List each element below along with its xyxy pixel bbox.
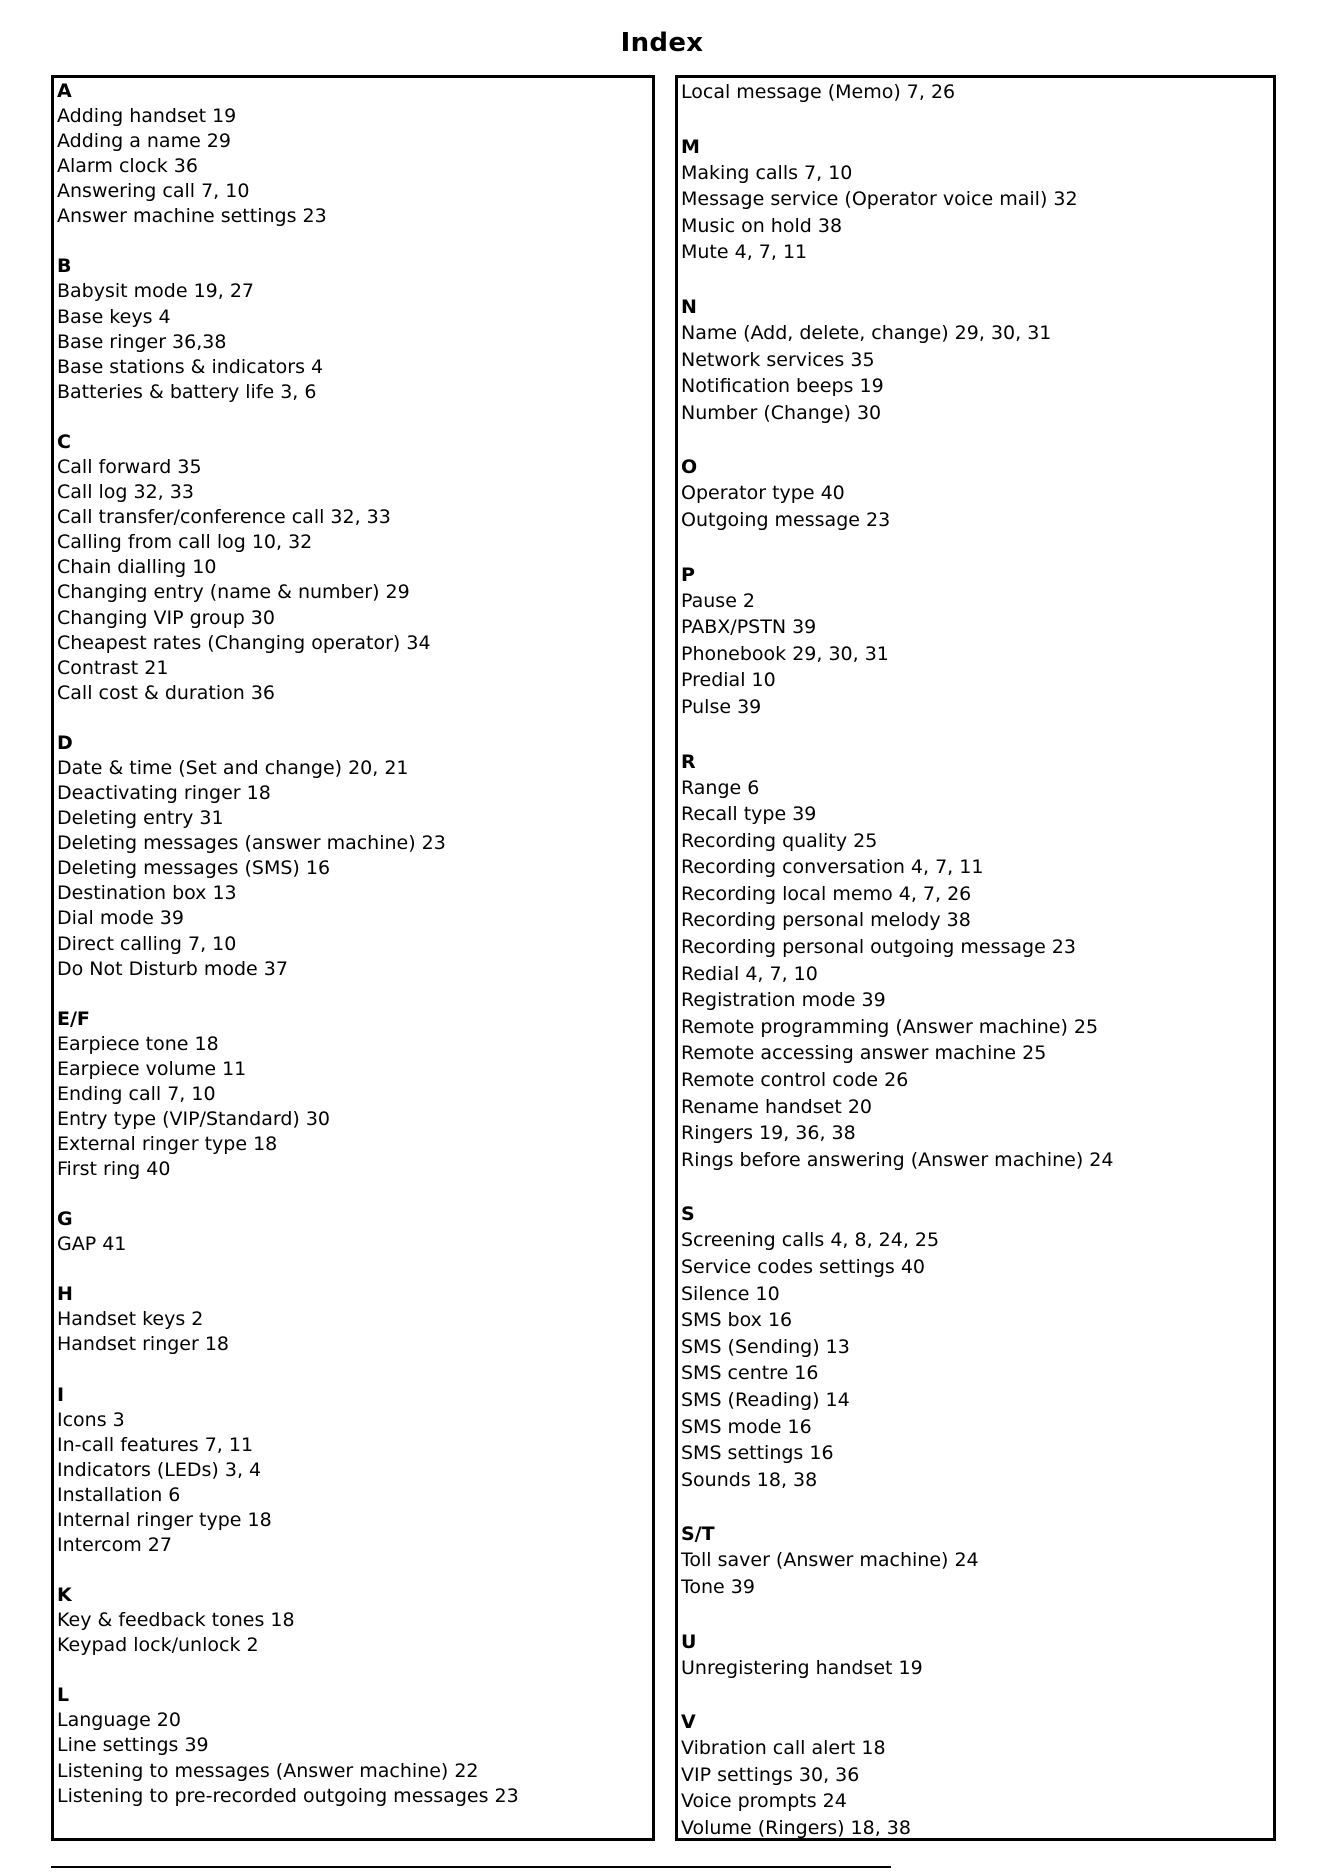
index-entry: Base stations & indicators 4: [57, 355, 324, 378]
index-entry: Call transfer/conference call 32, 33: [57, 506, 391, 529]
index-entry: Changing VIP group 30: [57, 606, 275, 629]
section-letter: P: [681, 563, 695, 586]
index-entry: Language 20: [57, 1709, 181, 1732]
section-letter: C: [57, 430, 71, 453]
index-entry: Call forward 35: [57, 455, 202, 478]
index-section: [681, 134, 1273, 266]
index-section: [57, 79, 652, 229]
index-entry: Registration mode 39: [681, 989, 886, 1012]
index-entry: Tone 39: [681, 1575, 755, 1598]
footer-rule: [51, 1866, 891, 1868]
index-entry: Remote control code 26: [681, 1069, 909, 1092]
index-entry: Deleting entry 31: [57, 807, 224, 830]
index-entry: Making calls 7, 10: [681, 161, 853, 184]
index-entry: SMS settings 16: [681, 1442, 834, 1465]
index-entry: Remote accessing answer machine 25: [681, 1042, 1047, 1065]
index-entry: Ending call 7, 10: [57, 1082, 216, 1105]
index-entry: Name (Add, delete, change) 29, 30, 31: [681, 321, 1052, 344]
index-section: [681, 1629, 1273, 1682]
index-section: [681, 562, 1273, 721]
section-letter: H: [57, 1283, 73, 1306]
index-entry: Adding a name 29: [57, 130, 231, 153]
index-entry: Recall type 39: [681, 803, 817, 826]
index-entry: In-call features 7, 11: [57, 1433, 254, 1456]
section-letter: G: [57, 1208, 73, 1231]
section-letter: U: [681, 1630, 697, 1653]
section-letter: L: [57, 1684, 70, 1707]
index-section: [57, 430, 652, 706]
index-entry: Pulse 39: [681, 695, 762, 718]
index-section: [57, 1007, 652, 1183]
index-entry: Dial mode 39: [57, 907, 184, 930]
index-entry: Rename handset 20: [681, 1095, 873, 1118]
index-entry: Outgoing message 23: [681, 508, 891, 531]
index-entry: Phonebook 29, 30, 31: [681, 642, 889, 665]
index-entry: SMS centre 16: [681, 1362, 819, 1385]
section-letter: K: [57, 1584, 72, 1607]
index-entry: Intercom 27: [57, 1534, 172, 1557]
index-entry: Handset keys 2: [57, 1308, 204, 1331]
index-section: [57, 731, 652, 982]
index-entry: Destination box 13: [57, 882, 237, 905]
index-entry: Voice prompts 24: [681, 1790, 847, 1813]
index-entry: Ringers 19, 36, 38: [681, 1122, 856, 1145]
section-letter: N: [681, 295, 697, 318]
section-letter: V: [681, 1711, 696, 1734]
index-section: [681, 1709, 1273, 1841]
index-entry: SMS mode 16: [681, 1415, 812, 1438]
index-section: [681, 454, 1273, 533]
index-entry: Changing entry (name & number) 29: [57, 581, 410, 604]
index-section: [681, 749, 1273, 1174]
index-entry: Number (Change) 30: [681, 401, 882, 424]
index-entry: Base keys 4: [57, 305, 171, 328]
index-section: [681, 294, 1273, 426]
section-letter: S/T: [681, 1523, 715, 1546]
page-title: Index: [620, 28, 704, 58]
index-entry: Remote programming (Answer machine) 25: [681, 1015, 1099, 1038]
index-entry: Line settings 39: [57, 1734, 209, 1757]
index-entry: Sounds 18, 38: [681, 1468, 818, 1491]
index-entry: Recording quality 25: [681, 829, 878, 852]
index-entry: Entry type (VIP/Standard) 30: [57, 1108, 331, 1130]
index-entry: Rings before answering (Answer machine) 24: [681, 1148, 1114, 1171]
section-letter: M: [681, 135, 700, 158]
section-letter: B: [57, 255, 72, 278]
index-entry: Redial 4, 7, 10: [681, 962, 818, 985]
index-section: [57, 1683, 652, 1808]
index-entry: Earpiece tone 18: [57, 1032, 219, 1055]
index-entry: First ring 40: [57, 1158, 171, 1181]
index-section: [57, 1583, 652, 1658]
index-entry: Volume (Ringers) 18, 38: [681, 1816, 911, 1839]
index-entry: Chain dialling 10: [57, 556, 217, 579]
index-entry: Deactivating ringer 18: [57, 781, 271, 804]
index-entry: Earpiece volume 11: [57, 1057, 247, 1080]
index-entry: Recording personal melody 38: [681, 909, 971, 932]
section-letter: I: [57, 1383, 65, 1406]
index-entry: Range 6: [681, 776, 760, 799]
index-entry: Batteries & battery life 3, 6: [57, 380, 317, 403]
index-entry: Deleting messages (answer machine) 23: [57, 832, 446, 855]
index-entry: Mute 4, 7, 11: [681, 241, 808, 264]
index-entry: Service codes settings 40: [681, 1256, 926, 1278]
index-entry: Predial 10: [681, 669, 776, 692]
index-entry: Adding handset 19: [57, 105, 237, 127]
index-entry: Notification beeps 19: [681, 375, 884, 398]
index-entry: SMS box 16: [681, 1309, 793, 1332]
index-entry: Answering call 7, 10: [57, 180, 250, 203]
index-entry: Do Not Disturb mode 37: [57, 957, 288, 980]
section-letter: A: [57, 80, 72, 102]
index-entry: Calling from call log 10, 32: [57, 531, 313, 554]
index-entry: Contrast 21: [57, 656, 169, 679]
index-section: [681, 1201, 1273, 1493]
index-entry: Recording personal outgoing message 23: [681, 936, 1076, 959]
index-section: [57, 1383, 652, 1559]
index-entry: Local message (Memo) 7, 26: [681, 81, 956, 103]
index-entry: Recording conversation 4, 7, 11: [681, 856, 984, 879]
index-entry: Pause 2: [681, 589, 756, 612]
index-entry: Screening calls 4, 8, 24, 25: [681, 1229, 940, 1252]
index-entry: Recording local memo 4, 7, 26: [681, 882, 972, 905]
index-entry: Message service (Operator voice mail) 32: [681, 188, 1078, 211]
index-entry: Base ringer 36,38: [57, 330, 227, 353]
index-entry: External ringer type 18: [57, 1133, 278, 1156]
index-entry: Answer machine settings 23: [57, 205, 327, 228]
index-entry: Date & time (Set and change) 20, 21: [57, 756, 409, 779]
index-entry: Key & feedback tones 18: [57, 1609, 295, 1632]
index-entry: Vibration call alert 18: [681, 1737, 886, 1760]
index-entry: PABX/PSTN 39: [681, 616, 817, 639]
index-column-left: [51, 75, 655, 1841]
section-letter: R: [681, 750, 696, 773]
section-letter: O: [681, 456, 698, 479]
index-entry: Listening to messages (Answer machine) 22: [57, 1759, 479, 1782]
index-section: [57, 254, 652, 404]
index-entry: Silence 10: [681, 1282, 780, 1305]
index-entry: Direct calling 7, 10: [57, 932, 237, 955]
index-entry: Listening to pre-recorded outgoing messages 23: [57, 1784, 519, 1807]
index-section: [681, 1521, 1273, 1600]
index-entry: Icons 3: [57, 1408, 125, 1431]
index-section: [57, 1207, 652, 1257]
index-entry: Indicators (LEDs) 3, 4: [57, 1458, 262, 1481]
index-entry: SMS (Sending) 13: [681, 1335, 850, 1358]
index-entry: Deleting messages (SMS) 16: [57, 857, 331, 880]
index-entry: Alarm clock 36: [57, 155, 198, 178]
index-entry: Call cost & duration 36: [57, 681, 275, 704]
index-entry: Operator type 40: [681, 482, 845, 505]
index-entry: Network services 35: [681, 348, 875, 371]
index-entry: Call log 32, 33: [57, 481, 194, 504]
index-entry: Toll saver (Answer machine) 24: [681, 1549, 979, 1572]
index-entry: Unregistering handset 19: [681, 1656, 923, 1679]
index-entry: VIP settings 30, 36: [681, 1763, 860, 1786]
index-column-right: [675, 75, 1276, 1841]
index-entry: SMS (Reading) 14: [681, 1388, 850, 1411]
index-entry: Music on hold 38: [681, 214, 843, 237]
section-letter: D: [57, 731, 73, 754]
section-letter: S: [681, 1203, 695, 1226]
index-section: [681, 79, 1273, 106]
index-entry: Handset ringer 18: [57, 1333, 230, 1356]
index-section: [57, 1282, 652, 1357]
section-letter: E/F: [57, 1007, 90, 1030]
index-entry: GAP 41: [57, 1233, 127, 1256]
index-entry: Cheapest rates (Changing operator) 34: [57, 631, 431, 654]
index-entry: Keypad lock/unlock 2: [57, 1634, 259, 1657]
index-entry: Babysit mode 19, 27: [57, 280, 255, 303]
index-entry: Internal ringer type 18: [57, 1508, 272, 1531]
index-entry: Installation 6: [57, 1483, 181, 1506]
